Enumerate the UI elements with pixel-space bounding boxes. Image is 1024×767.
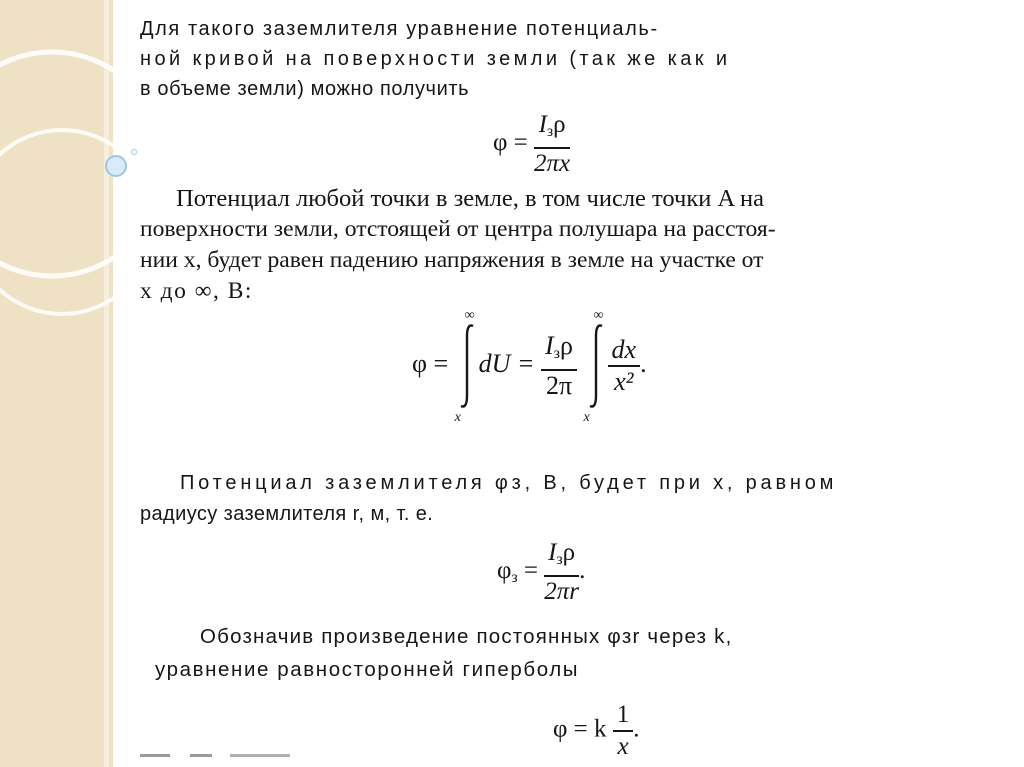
paragraph-2-line-1: Потенциал любой точки в земле, в том числе точки A на bbox=[176, 185, 764, 212]
formula-1-den: 2πx bbox=[534, 149, 571, 177]
formula-3-num-sub: з bbox=[556, 550, 563, 568]
paragraph-2-line-2: поверхности земли, отстоящей от центра полушара на расстоя- bbox=[140, 216, 776, 242]
formula-3-lhs-sub: з bbox=[511, 569, 518, 587]
formula-4 bbox=[553, 700, 640, 762]
formula-1-fraction bbox=[534, 110, 570, 179]
paragraph-1-line-3: в объеме земли) можно получить bbox=[140, 78, 470, 100]
formula-3-fraction bbox=[544, 538, 579, 607]
formula-3-den: 2πr bbox=[544, 577, 580, 605]
formula-4-num: 1 bbox=[613, 700, 634, 732]
formula-2-fraction bbox=[541, 331, 577, 401]
integral-1-lower: x bbox=[454, 410, 461, 425]
integral-2-upper: ∞ bbox=[593, 308, 604, 323]
formula-3-num-main: I bbox=[548, 539, 557, 566]
formula-4-end: . bbox=[633, 715, 640, 743]
paragraph-1-line-2: ной кривой на поверхности земли (так же как и bbox=[140, 48, 731, 70]
formula-3-num-tail: ρ bbox=[562, 539, 576, 566]
paragraph-1-line-1: Для такого заземлителя уравнение потенциаль- bbox=[140, 18, 659, 40]
paragraph-2-line-4: x до ∞, В: bbox=[140, 278, 253, 304]
formula-2-den: 2π bbox=[545, 371, 573, 400]
formula-2-lhs: φ = bbox=[412, 348, 449, 378]
formula-2-end: . bbox=[640, 348, 647, 378]
formula-2-fraction-2 bbox=[608, 335, 641, 397]
formula-3 bbox=[497, 538, 585, 607]
formula-1 bbox=[493, 110, 570, 179]
paragraph-2-line-3: нии x, будет равен падению напряжения в земле на участке от bbox=[140, 247, 764, 273]
formula-4-fraction bbox=[613, 700, 634, 762]
formula-3-lhs-main: φ bbox=[497, 557, 512, 585]
integral-2 bbox=[583, 308, 608, 425]
bubble-icon bbox=[106, 156, 126, 176]
formula-4-den: x bbox=[617, 733, 629, 760]
scan-artifact bbox=[140, 752, 440, 760]
formula-2-num2: dx bbox=[608, 335, 641, 367]
paragraph-3-line-1: Потенциал заземлителя φз, В, будет при x, равном bbox=[180, 472, 838, 494]
integral-1-upper: ∞ bbox=[464, 308, 475, 323]
formula-2-body: dU = bbox=[478, 348, 535, 378]
formula-1-num-tail: ρ bbox=[553, 111, 566, 138]
formula-3-lhs-eq: = bbox=[517, 557, 538, 585]
formula-2-num-sub: з bbox=[553, 345, 561, 362]
formula-1-lhs: φ = bbox=[493, 129, 528, 157]
formula-2 bbox=[412, 308, 647, 425]
formula-1-num-sub: з bbox=[546, 122, 554, 140]
paragraph-3-line-2: радиусу заземлителя r, м, т. е. bbox=[140, 503, 434, 525]
formula-2-num-main: I bbox=[545, 330, 554, 360]
formula-4-lhs: φ = k bbox=[553, 715, 607, 743]
formula-3-end: . bbox=[579, 557, 586, 585]
integral-1 bbox=[454, 308, 479, 425]
formula-2-num-tail: ρ bbox=[560, 330, 574, 360]
paragraph-4-line-2: уравнение равносторонней гиперболы bbox=[155, 658, 580, 681]
paragraph-4-line-1: Обозначив произведение постоянных φзr через k, bbox=[200, 625, 733, 648]
formula-2-den2: x² bbox=[614, 367, 634, 396]
integral-2-lower: x bbox=[583, 410, 590, 425]
formula-1-num-main: I bbox=[538, 111, 547, 138]
